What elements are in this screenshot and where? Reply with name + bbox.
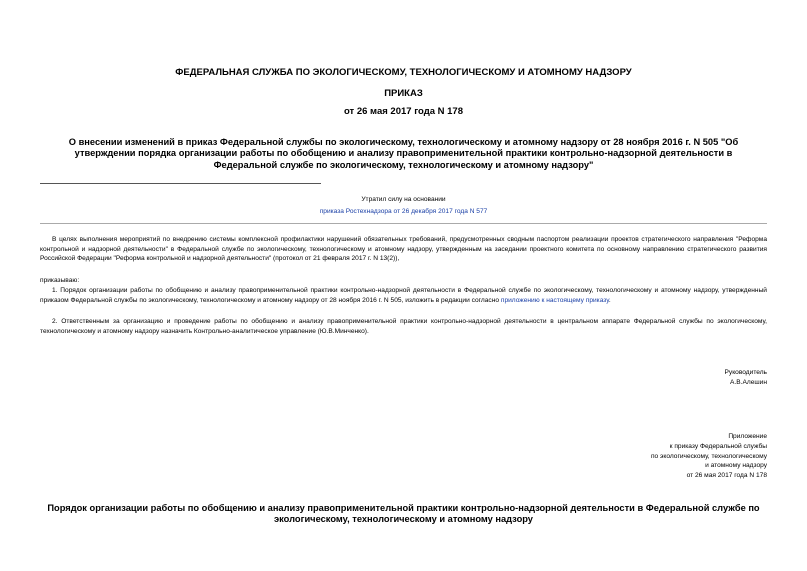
appendix-line-4: от 26 мая 2017 года N 178: [686, 472, 767, 480]
lost-force-note: Утратил силу на основании: [361, 196, 446, 203]
appendix-block: [567, 432, 767, 481]
agency-heading: ФЕДЕРАЛЬНАЯ СЛУЖБА ПО ЭКОЛОГИЧЕСКОМУ, ТЕХНОЛОГИЧЕСКОМУ И АТОМНОМУ НАДЗОРУ: [175, 67, 632, 78]
doc-date-number: от 26 мая 2017 года N 178: [343, 106, 464, 117]
divider-short: [40, 183, 321, 184]
appendix-line-2: по экологическому, технологическому: [650, 452, 767, 460]
divider-long: [40, 223, 767, 224]
item-1-end: .: [608, 296, 611, 304]
signature-position: Руководитель: [724, 369, 767, 376]
appendix-line-1: к приказу Федеральной службы: [669, 442, 767, 450]
lost-force-link[interactable]: приказа Ростехнадзора от 26 декабря 2017 года N 577: [319, 208, 488, 215]
appendix-label: Приложение: [728, 433, 767, 440]
order-word: приказываю:: [40, 277, 80, 284]
item-2-paragraph: 2. Ответственным за организацию и проведение работы по обобщению и анализу правоприменительной практики контрольно-надзорной деятельности в центральном аппарате Федеральной службы по экологическому, технологическому и атомному надзору назначить Контрольно-аналитическое управление (Ю.В.Минченко).: [40, 318, 767, 335]
item-1-paragraph: [40, 286, 767, 305]
item-1-text: 1. Порядок организации работы по обобщению и анализу правоприменительной практики контрольно-надзорной деятельности в Федеральной службе по экологическому, технологическому и атомному надзору, утвержденный приказом Федеральной службы по экологическому, технологическому и атомному надзору от 28 ноября 2016 г. N 505, изложить в редакции согласно: [40, 287, 767, 304]
appendix-line-3: и атомному надзору: [705, 462, 767, 470]
preamble-paragraph: В целях выполнения мероприятий по внедрению системы комплексной профилактики нарушений обязательных требований, предусмотренных сводным паспортом реализации проектов стратегического направления "Реформа контрольной и надзорной деятельности" в Федеральной службе по экологическому, технологическому и атомному надзору, утвержденным на заседании проектного комитета по основному направлению стратегического развития Российской Федерации "Реформа контрольной и надзорной деятельности" (протокол от 21 февраля 2017 г. N 13(2)),: [40, 236, 767, 263]
document-title: О внесении изменений в приказ Федеральной службы по экологическому, технологическому и атомному надзору от 28 ноября 2016 г. N 505 "Об утверждении порядка организации работы по обобщению и анализу правоприменительной практики контрольно-надзорной деятельности в Федеральной службе по экологическому, технологическому и атомному надзору": [68, 137, 739, 170]
appendix-link[interactable]: приложению к настоящему приказу: [500, 296, 609, 304]
signature-name: А.В.Алешин: [730, 379, 767, 386]
appendix-title: Порядок организации работы по обобщению и анализу правоприменительной практики контрольно-надзорной деятельности в Федеральной службе по экологическому, технологическому и атомному надзору: [47, 503, 760, 525]
signature-block: [567, 368, 767, 388]
doc-type-heading: ПРИКАЗ: [384, 88, 423, 99]
